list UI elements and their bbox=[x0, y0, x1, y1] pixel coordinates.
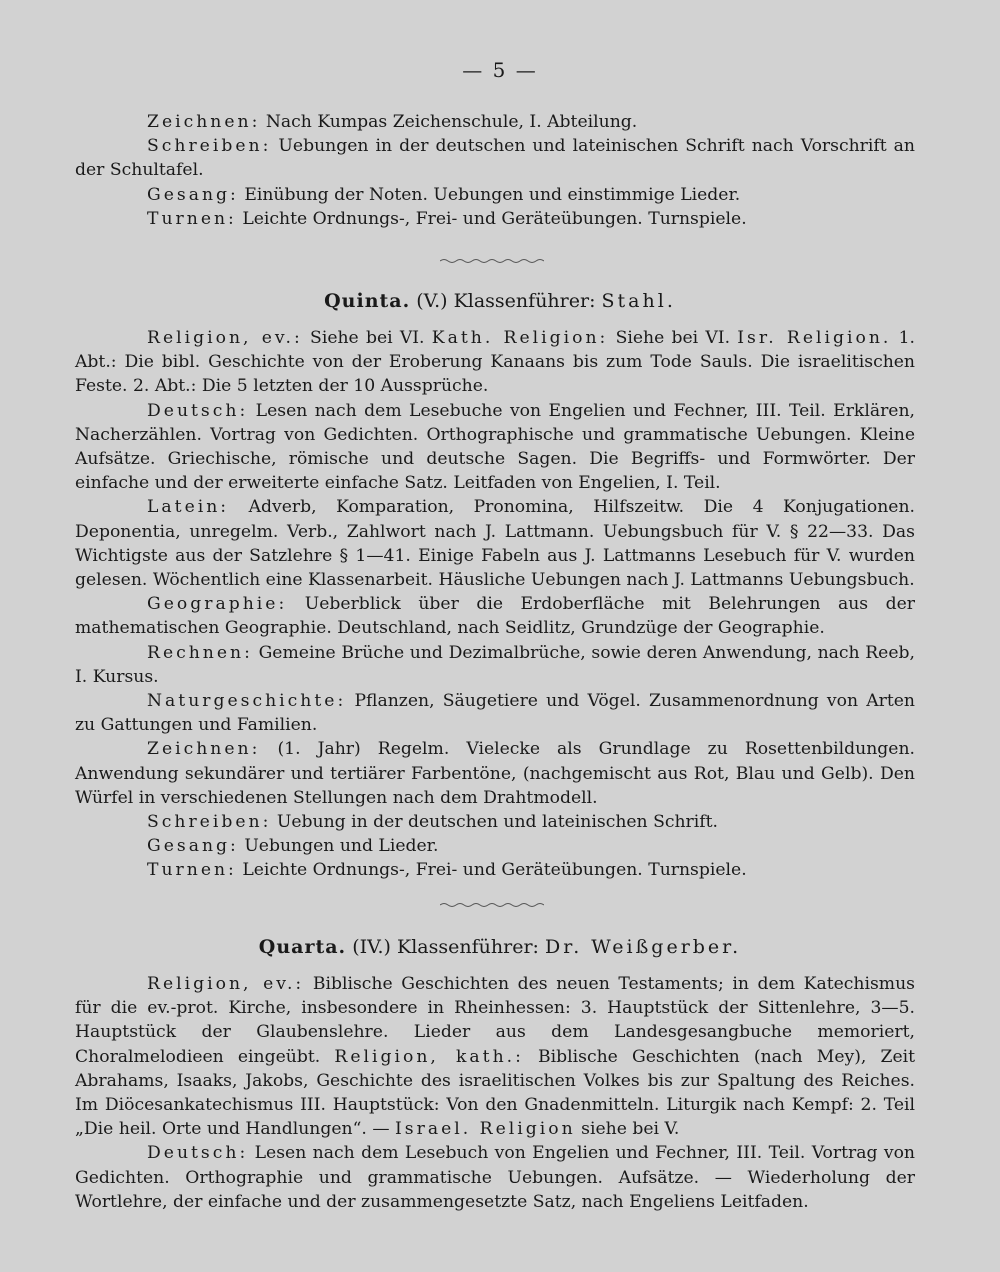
subject-label: Religion, ev.: bbox=[147, 328, 303, 348]
paragraph-zeichnen bbox=[75, 110, 915, 134]
paragraph-schreiben bbox=[75, 810, 915, 834]
leader-label: Klassenführer: bbox=[397, 936, 539, 958]
subject-label: Turnen: bbox=[147, 208, 237, 229]
subject-text: Pflanzen, Säugetiere und Vögel. Zusammenordnung von Arten zu Gattungen und Familien. bbox=[75, 691, 915, 736]
subject-text: Ueberblick über die Erdoberfläche mit Belehrungen aus der mathematischen Geographie. Deutschland, nach Seidlitz, Grundzüge der Geographie. bbox=[75, 594, 915, 639]
subject-label: Deutsch: bbox=[147, 1143, 249, 1164]
subject-label: Turnen: bbox=[147, 860, 237, 881]
subject-label: Zeichnen: bbox=[147, 112, 261, 132]
subject-label: Religion, kath.: bbox=[334, 1046, 524, 1067]
paragraph-turnen bbox=[75, 207, 915, 231]
leader-name: Dr. Weißgerber. bbox=[544, 936, 742, 958]
paragraph-religion bbox=[75, 326, 915, 399]
paragraph-gesang bbox=[75, 183, 915, 207]
subject-label: Zeichnen: bbox=[147, 739, 261, 760]
subject-text: Lesen nach dem Lesebuch von Engelien und Fechner, III. Teil. Vortrag von Gedichten. Orthographie und grammatische Uebungen. Aufsätze. — Wiederholung der Wortlehre, der einfache und der zusammengesetzte Satz, nach Engeliens Leitfaden. bbox=[75, 1143, 916, 1212]
sexta-tail-section bbox=[75, 110, 915, 231]
subject-text: Biblische Geschichten des neuen Testaments; in dem Katechismus für die ev.-prot. Kirche, insbesondere in Rheinhessen: 3. Hauptstück der Sittenlehre, 3—5. Hauptstück der Glaubenslehre. Lieder aus dem Landesgesangbuche memoriert, Choralmelodieen eingeübt. bbox=[75, 974, 915, 1067]
section-divider bbox=[440, 258, 544, 264]
subject-label: Israel. Religion bbox=[395, 1119, 576, 1140]
class-name: Quarta. bbox=[258, 936, 347, 958]
subject-label: Latein: bbox=[147, 497, 230, 518]
paragraph-turnen bbox=[75, 858, 915, 882]
subject-label: Gesang: bbox=[147, 184, 239, 205]
subject-text: Adverb, Komparation, Pronomina, Hilfszeitw. Die 4 Konjugationen. Deponentia, unregelm. Verb., Zahlwort nach J. Lattmann. Uebungsbuch für V. § 22—33. Das Wichtigste aus der Satzlehre § 1—41. Einige Fabeln aus J. Lattmanns Lesebuch für V. wurden gelesen. Wöchentlich eine Klassenarbeit. Häusliche Uebungen nach J. Lattmanns Uebungsbuch. bbox=[75, 497, 915, 591]
subject-label: Naturgeschichte: bbox=[147, 691, 347, 712]
quarta-section bbox=[75, 972, 915, 1214]
subject-text: Lesen nach dem Lesebuche von Engelien und Fechner, III. Teil. Erklären, Nacherzählen. Vortrag von Gedichten. Orthographische und grammatische Uebungen. Kleine Aufsätze. Griechische, römische und deutsche Sagen. Die Begriffs- und Formwörter. Der einfache und der erweiterte einfache Satz. Leitfaden von Engelien, I. Teil. bbox=[75, 400, 916, 494]
quinta-heading bbox=[0, 290, 1000, 312]
subject-label: Gesang: bbox=[147, 836, 239, 857]
subject-label: Religion, ev.: bbox=[147, 974, 305, 994]
paragraph-geographie bbox=[75, 592, 915, 640]
leader-name: Stahl. bbox=[601, 290, 676, 312]
class-name: Quinta. bbox=[324, 290, 411, 312]
subject-text: Siehe bei VI. bbox=[615, 328, 731, 348]
class-roman: (V.) bbox=[416, 290, 448, 312]
paragraph-schreiben bbox=[75, 134, 915, 182]
subject-label: Rechnen: bbox=[147, 642, 253, 663]
section-divider bbox=[440, 902, 544, 908]
subject-text: Uebungen und Lieder. bbox=[244, 836, 439, 857]
subject-text: siehe bei V. bbox=[581, 1119, 680, 1140]
subject-text: Uebungen in der deutschen und lateinischen Schrift nach Vorschrift an der Schultafel. bbox=[75, 136, 915, 181]
subject-text: Leichte Ordnungs-, Frei- und Geräteübungen. Turnspiele. bbox=[242, 860, 747, 881]
paragraph-rechnen bbox=[75, 641, 915, 689]
paragraph-gesang bbox=[75, 834, 915, 858]
paragraph-deutsch bbox=[75, 399, 915, 496]
paragraph-religion bbox=[75, 972, 915, 1141]
paragraph-zeichnen bbox=[75, 737, 915, 810]
subject-text: 1. Abt.: Die bibl. Geschichte von der Eroberung Kanaans bis zum Tode Sauls. Die israelitischen Feste. 2. Abt.: Die 5 letzten der 10 Aussprüche. bbox=[75, 328, 916, 397]
subject-label: Kath. Religion: bbox=[431, 328, 609, 348]
subject-label: Schreiben: bbox=[147, 812, 272, 833]
subject-text: Uebung in der deutschen und lateinischen Schrift. bbox=[276, 812, 719, 833]
page-number: — 5 — bbox=[462, 58, 538, 82]
subject-label: Deutsch: bbox=[147, 400, 249, 421]
subject-text: Biblische Geschichten (nach Mey), Zeit Abrahams, Isaaks, Jakobs, Geschichte des israelitischen Volkes bis zur Spaltung des Reiches. Im Diöcesankatechismus III. Hauptstück: Von den Gnadenmitteln. Liturgik nach Kempf: 2. Teil „Die heil. Orte und Handlungen“. — bbox=[75, 1046, 916, 1140]
paragraph-deutsch bbox=[75, 1141, 915, 1214]
subject-label: Isr. Religion. bbox=[737, 328, 892, 348]
subject-label: Geographie: bbox=[147, 594, 288, 615]
subject-text: Gemeine Brüche und Dezimalbrüche, sowie deren Anwendung, nach Reeb, I. Kursus. bbox=[75, 642, 915, 687]
subject-label: Schreiben: bbox=[147, 136, 272, 157]
paragraph-latein bbox=[75, 495, 915, 592]
leader-label: Klassenführer: bbox=[453, 290, 596, 312]
paragraph-naturgeschichte bbox=[75, 689, 915, 737]
subject-text: Einübung der Noten. Uebungen und einstimmige Lieder. bbox=[244, 184, 741, 205]
quinta-section bbox=[75, 326, 915, 883]
subject-text: Leichte Ordnungs-, Frei- und Geräteübungen. Turnspiele. bbox=[242, 208, 747, 229]
subject-text: (1. Jahr) Regelm. Vielecke als Grundlage zu Rosettenbildungen. Anwendung sekundärer und tertiärer Farbentöne, (nachgemischt aus Rot, Blau und Gelb). Den Würfel in verschiedenen Stellungen nach dem Drahtmodell. bbox=[75, 739, 916, 808]
subject-text: Nach Kumpas Zeichenschule, I. Abteilung. bbox=[265, 112, 638, 132]
class-roman: (IV.) bbox=[352, 936, 391, 958]
quarta-heading bbox=[0, 936, 1000, 958]
subject-text: Siehe bei VI. bbox=[310, 328, 425, 348]
